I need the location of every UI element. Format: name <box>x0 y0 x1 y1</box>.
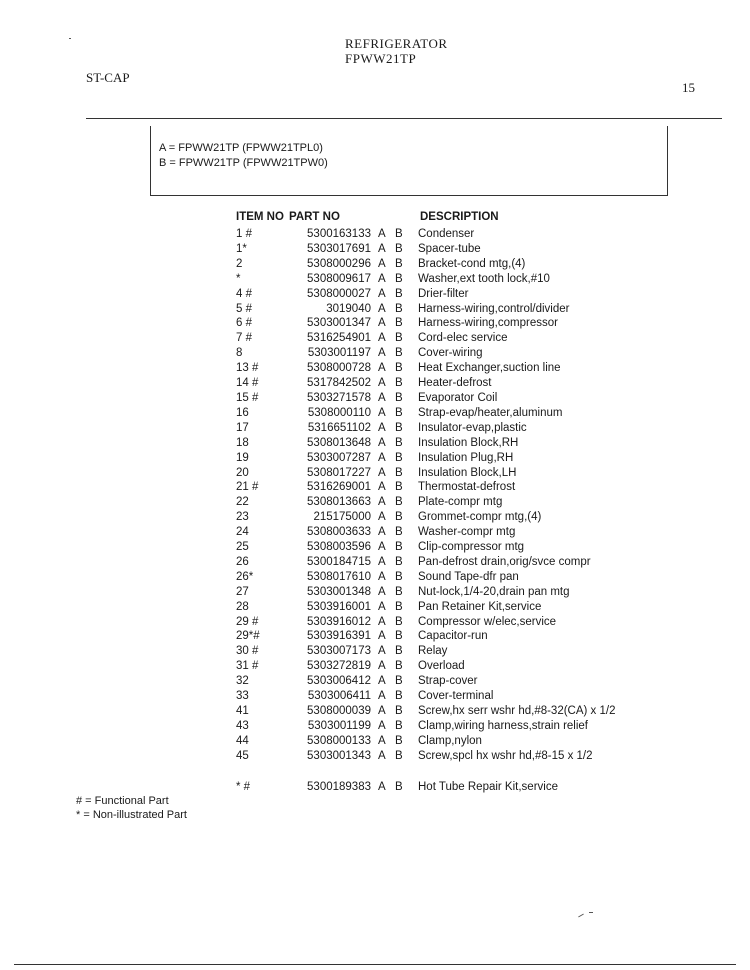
model-a-flag: A <box>378 734 386 747</box>
part-description: Harness-wiring,compressor <box>418 317 558 330</box>
model-b-flag: B <box>395 781 403 793</box>
model-a-flag: A <box>378 242 386 255</box>
parts-row <box>0 272 750 287</box>
parts-row <box>0 242 750 257</box>
model-b-flag: B <box>395 555 403 568</box>
part-number: 5303916391 <box>307 630 371 643</box>
item-number: 23 <box>236 511 249 524</box>
scan-speck <box>589 912 593 913</box>
item-number: 2 <box>236 257 243 270</box>
item-number: 33 <box>236 690 249 703</box>
model-b-flag: B <box>395 630 403 643</box>
model-a-flag: A <box>378 332 386 345</box>
model-a-flag: A <box>378 630 386 643</box>
parts-row <box>0 495 750 510</box>
legend-non-illustrated: * = Non-illustrated Part <box>76 809 187 821</box>
model-a-flag: A <box>378 421 386 434</box>
model-b-flag: B <box>395 406 403 419</box>
model-b-flag: B <box>395 242 403 255</box>
part-number: 5308003596 <box>307 541 371 554</box>
item-number: 27 <box>236 585 249 598</box>
parts-row <box>0 451 750 466</box>
item-number: 45 <box>236 749 249 762</box>
part-description: Relay <box>418 645 448 658</box>
header-rule <box>86 118 722 119</box>
part-number: 5303007287 <box>307 451 371 464</box>
part-description: Clamp,nylon <box>418 734 482 747</box>
model-a-flag: A <box>378 436 386 449</box>
part-description: Condenser <box>418 228 475 240</box>
item-number: 43 <box>236 719 249 732</box>
part-description: Drier-filter <box>418 287 469 300</box>
part-description: Nut-lock,1/4-20,drain pan mtg <box>418 585 570 598</box>
model-a-flag: A <box>378 781 386 793</box>
part-number: 5303001347 <box>307 317 371 330</box>
item-number: 7 # <box>236 332 252 345</box>
model-b-flag: B <box>395 436 403 449</box>
model-a-flag: A <box>378 466 386 479</box>
model-b-flag: B <box>395 749 403 762</box>
model-a-flag: A <box>378 541 386 554</box>
parts-row <box>0 361 750 376</box>
model-b-flag: B <box>395 391 403 404</box>
page-number: 15 <box>682 80 695 95</box>
parts-row <box>0 600 750 615</box>
part-number: 5308017227 <box>307 466 371 479</box>
part-number: 5308017610 <box>307 570 371 583</box>
column-header-part: PART NO <box>289 211 340 223</box>
model-a-flag: A <box>378 481 386 494</box>
item-number: * # <box>236 781 251 793</box>
model-b-flag: B <box>395 362 403 375</box>
part-number: 5303001199 <box>307 719 371 732</box>
parts-row <box>0 585 750 600</box>
item-number: 19 <box>236 451 249 464</box>
parts-row <box>0 749 750 764</box>
section-code: ST-CAP <box>86 70 130 85</box>
parts-row <box>0 436 750 451</box>
part-number: 5300189383 <box>307 781 371 793</box>
parts-row <box>0 227 750 242</box>
column-header-description: DESCRIPTION <box>420 211 499 223</box>
part-description: Heater-defrost <box>418 377 492 390</box>
footer-rule <box>14 964 736 965</box>
part-number: 5308013648 <box>307 436 371 449</box>
item-number: 8 <box>236 347 243 360</box>
model-b-flag: B <box>395 377 403 390</box>
model-b-flag: B <box>395 675 403 688</box>
parts-row <box>0 719 750 734</box>
item-number: 13 # <box>236 362 259 375</box>
part-description: Overload <box>418 660 465 673</box>
model-a-flag: A <box>378 675 386 688</box>
item-number: 1* <box>236 242 247 255</box>
item-number: 28 <box>236 600 249 613</box>
model-legend-box <box>150 126 668 196</box>
model-a-flag: A <box>378 570 386 583</box>
part-number: 5300184715 <box>307 555 371 568</box>
model-a-flag: A <box>378 391 386 404</box>
part-number: 5303017691 <box>307 242 371 255</box>
part-description: Grommet-compr mtg,(4) <box>418 511 542 524</box>
model-a-flag: A <box>378 600 386 613</box>
model-b-flag: B <box>395 466 403 479</box>
part-description: Screw,spcl hx wshr hd,#8-15 x 1/2 <box>418 749 593 762</box>
item-number: 20 <box>236 466 249 479</box>
model-b-flag: B <box>395 660 403 673</box>
model-a-flag: A <box>378 377 386 390</box>
part-number: 5303916001 <box>307 600 371 613</box>
model-b-flag: B <box>395 719 403 732</box>
parts-row <box>0 316 750 331</box>
model-a-line: A = FPWW21TP (FPWW21TPL0) <box>159 142 323 154</box>
part-number: 5303916012 <box>307 615 371 628</box>
part-description: Heat Exchanger,suction line <box>418 362 561 375</box>
parts-row <box>0 525 750 540</box>
part-description: Insulation Block,LH <box>418 466 517 479</box>
scan-speck <box>578 914 584 918</box>
part-description: Cord-elec service <box>418 332 508 345</box>
part-description: Harness-wiring,control/divider <box>418 302 570 315</box>
model-b-flag: B <box>395 511 403 524</box>
part-description: Washer,ext tooth lock,#10 <box>418 272 550 285</box>
item-number: 16 <box>236 406 249 419</box>
parts-row <box>0 629 750 644</box>
model-a-flag: A <box>378 317 386 330</box>
part-description: Spacer-tube <box>418 242 481 255</box>
part-number: 5308000110 <box>307 406 371 419</box>
item-number: 4 # <box>236 287 252 300</box>
model-b-flag: B <box>395 317 403 330</box>
model-b-line: B = FPWW21TP (FPWW21TPW0) <box>159 157 328 169</box>
item-number: 30 # <box>236 645 259 658</box>
part-description: Insulation Plug,RH <box>418 451 514 464</box>
model-b-flag: B <box>395 541 403 554</box>
item-number: 14 # <box>236 377 259 390</box>
part-number: 215175000 <box>313 511 371 524</box>
part-description: Capacitor-run <box>418 630 488 643</box>
part-number: 5308000133 <box>307 734 371 747</box>
model-a-flag: A <box>378 749 386 762</box>
item-number: 26 <box>236 555 249 568</box>
item-number: 31 # <box>236 660 259 673</box>
item-number: 26* <box>236 570 254 583</box>
item-number: 5 # <box>236 302 252 315</box>
parts-row <box>0 659 750 674</box>
parts-row <box>0 510 750 525</box>
model-a-flag: A <box>378 705 386 717</box>
parts-row <box>0 615 750 630</box>
parts-row <box>0 689 750 704</box>
part-number: 5303272819 <box>307 660 371 673</box>
part-number: 5308000728 <box>307 362 371 375</box>
model-a-flag: A <box>378 690 386 703</box>
model-a-flag: A <box>378 228 386 240</box>
model-b-flag: B <box>395 481 403 494</box>
title-line-2: FPWW21TP <box>345 51 417 66</box>
parts-row <box>0 302 750 317</box>
part-description: Clamp,wiring harness,strain relief <box>418 719 589 732</box>
model-a-flag: A <box>378 496 386 509</box>
model-a-flag: A <box>378 555 386 568</box>
item-number: 18 <box>236 436 249 449</box>
parts-row <box>0 391 750 406</box>
part-description: Cover-terminal <box>418 690 494 703</box>
part-description: Thermostat-defrost <box>418 481 516 494</box>
parts-row <box>0 421 750 436</box>
model-b-flag: B <box>395 496 403 509</box>
legend-functional: # = Functional Part <box>76 795 169 807</box>
item-number: 22 <box>236 496 249 509</box>
item-number: 15 # <box>236 391 259 404</box>
part-number: 5303001348 <box>307 585 371 598</box>
model-b-flag: B <box>395 705 403 717</box>
model-a-flag: A <box>378 585 386 598</box>
part-number: 3019040 <box>326 302 371 315</box>
model-b-flag: B <box>395 257 403 270</box>
model-a-flag: A <box>378 660 386 673</box>
item-number: 17 <box>236 421 249 434</box>
part-description: Strap-evap/heater,aluminum <box>418 406 563 419</box>
item-number: 24 <box>236 526 249 539</box>
model-a-flag: A <box>378 257 386 270</box>
model-b-flag: B <box>395 302 403 315</box>
model-a-flag: A <box>378 615 386 628</box>
model-b-flag: B <box>395 734 403 747</box>
model-b-flag: B <box>395 690 403 703</box>
part-number: 5308000027 <box>307 287 371 300</box>
part-description: Pan-defrost drain,orig/svce compr <box>418 555 591 568</box>
model-a-flag: A <box>378 302 386 315</box>
model-a-flag: A <box>378 406 386 419</box>
part-description: Screw,hx serr wshr hd,#8-32(CA) x 1/2 <box>418 705 616 717</box>
part-description: Cover-wiring <box>418 347 483 360</box>
parts-row <box>0 555 750 570</box>
model-b-flag: B <box>395 451 403 464</box>
model-a-flag: A <box>378 272 386 285</box>
part-number: 5316254901 <box>307 332 371 345</box>
parts-row <box>0 734 750 749</box>
model-b-flag: B <box>395 287 403 300</box>
parts-row <box>0 346 750 361</box>
model-b-flag: B <box>395 421 403 434</box>
document-title <box>345 36 448 66</box>
part-description: Compressor w/elec,service <box>418 615 557 628</box>
parts-row <box>0 644 750 659</box>
parts-row <box>0 674 750 689</box>
parts-row <box>0 466 750 481</box>
item-number: 32 <box>236 675 249 688</box>
part-number: 5303271578 <box>307 391 371 404</box>
part-number: 5308000296 <box>307 257 371 270</box>
part-number: 5303007173 <box>307 645 371 658</box>
parts-row <box>0 331 750 346</box>
model-b-flag: B <box>395 615 403 628</box>
part-number: 5308013663 <box>307 496 371 509</box>
item-number: * <box>236 272 241 285</box>
model-b-flag: B <box>395 585 403 598</box>
parts-row <box>0 704 750 719</box>
part-number: 5308009617 <box>307 272 371 285</box>
part-number: 5316651102 <box>307 421 371 434</box>
model-a-flag: A <box>378 526 386 539</box>
part-number: 5308003633 <box>307 526 371 539</box>
model-b-flag: B <box>395 228 403 240</box>
item-number: 41 <box>236 705 249 717</box>
model-b-flag: B <box>395 600 403 613</box>
model-a-flag: A <box>378 719 386 732</box>
model-b-flag: B <box>395 272 403 285</box>
parts-row <box>0 540 750 555</box>
model-a-flag: A <box>378 511 386 524</box>
part-number: 5303001197 <box>307 347 371 360</box>
hot-tube-row <box>0 780 750 795</box>
item-number: 25 <box>236 541 249 554</box>
scan-speck <box>69 38 71 39</box>
part-description: Evaporator Coil <box>418 391 498 404</box>
model-b-flag: B <box>395 332 403 345</box>
part-description: Clip-compressor mtg <box>418 541 525 554</box>
title-line-1: REFRIGERATOR <box>345 36 448 51</box>
part-description: Bracket-cond mtg,(4) <box>418 257 526 270</box>
model-a-flag: A <box>378 645 386 658</box>
part-description: Pan Retainer Kit,service <box>418 600 542 613</box>
part-number: 5308000039 <box>307 705 371 717</box>
parts-row <box>0 406 750 421</box>
item-number: 29 # <box>236 615 259 628</box>
part-description: Insulation Block,RH <box>418 436 519 449</box>
part-description: Hot Tube Repair Kit,service <box>418 781 558 793</box>
model-b-flag: B <box>395 570 403 583</box>
model-a-flag: A <box>378 451 386 464</box>
model-a-flag: A <box>378 287 386 300</box>
parts-row <box>0 257 750 272</box>
model-b-flag: B <box>395 526 403 539</box>
part-number: 5303006411 <box>307 690 371 703</box>
part-description: Insulator-evap,plastic <box>418 421 527 434</box>
model-a-flag: A <box>378 347 386 360</box>
parts-row <box>0 480 750 495</box>
column-header-item: ITEM NO <box>236 211 284 223</box>
item-number: 44 <box>236 734 249 747</box>
item-number: 29*# <box>236 630 260 643</box>
item-number: 21 # <box>236 481 259 494</box>
model-b-flag: B <box>395 347 403 360</box>
model-a-flag: A <box>378 362 386 375</box>
part-number: 5300163133 <box>307 228 371 240</box>
part-number: 5316269001 <box>307 481 371 494</box>
part-description: Strap-cover <box>418 675 478 688</box>
parts-row <box>0 287 750 302</box>
part-number: 5317842502 <box>307 377 371 390</box>
part-description: Washer-compr mtg <box>418 526 516 539</box>
item-number: 1 # <box>236 228 252 240</box>
part-description: Sound Tape-dfr pan <box>418 570 519 583</box>
model-b-flag: B <box>395 645 403 658</box>
parts-list <box>0 227 750 764</box>
item-number: 6 # <box>236 317 252 330</box>
parts-row <box>0 570 750 585</box>
parts-row <box>0 376 750 391</box>
part-number: 5303001343 <box>307 749 371 762</box>
part-description: Plate-compr mtg <box>418 496 503 509</box>
part-number: 5303006412 <box>307 675 371 688</box>
